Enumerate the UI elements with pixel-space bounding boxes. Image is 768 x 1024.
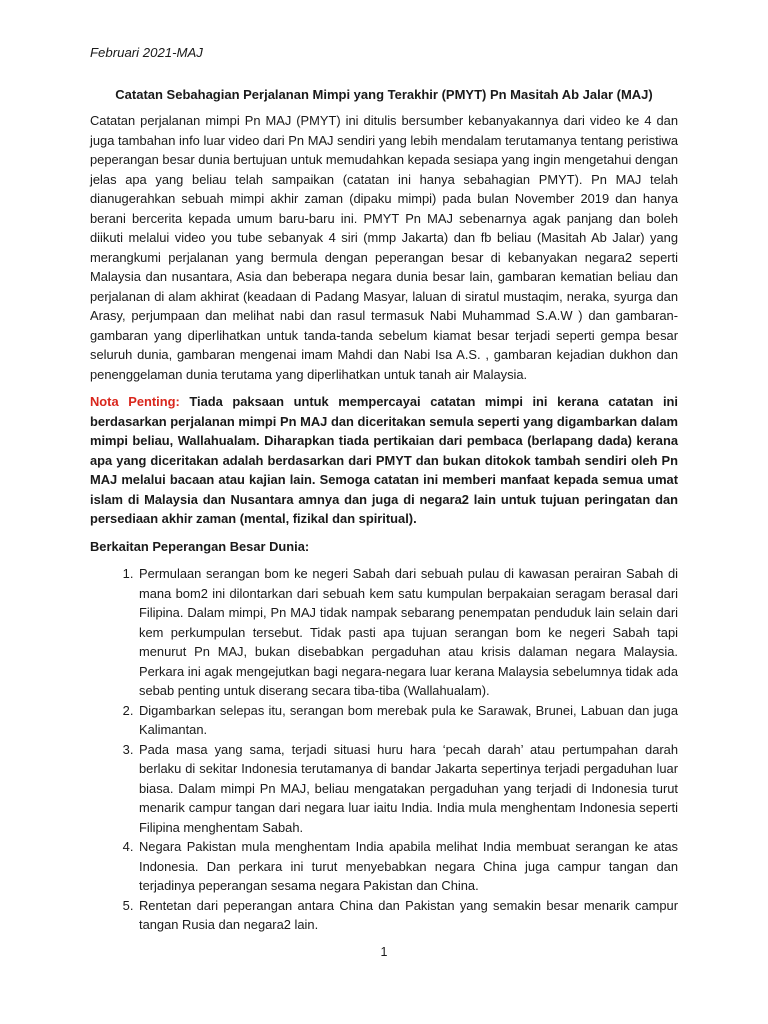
important-note (90, 392, 678, 529)
events-list (90, 564, 678, 935)
intro-paragraph: Catatan perjalanan mimpi Pn MAJ (PMYT) ini ditulis bersumber kebanyakannya dari video ke 4 dan juga tambahan info luar video dari Pn MAJ sendiri yang lebih mendalam terutamanya tentang peristiwa peperangan besar dunia bertujuan untuk memudahkan kepada sesiapa yang ingin mengetahui dengan jelas apa yang beliau telah sampaikan (catatan ini hanya sebahagian PMYT). Pn MAJ telah dianugerahkan sebuah mimpi akhir zaman (dipaku mimpi) pada bulan November 2019 dan hanya berani bercerita kepada umum baru-baru ini. PMYT Pn MAJ sebenarnya agak panjang dan boleh diikuti melalui video you tube sebanyak 4 siri (mmp Jakarta) dan fb beliau (Masitah Ab Jalar) yang merangkumi perjalanan yang bermula dengan peperangan besar di kebanyakan negara2 seperti Malaysia dan nusantara, Asia dan beberapa negara dunia besar lain, gambaran kematian beliau dan perjalanan di alam akhirat (keadaan di Padang Masyar, laluan di siratul mustaqim, neraka, syurga dan Arasy, perjumpaan dan melihat nabi dan rasul termasuk Nabi Muhammad S.A.W ) dan gambaran-gambaran yang diperlihatkan untuk tanda-tanda sebelum kiamat besar terjadi seperti gempa besar seluruh dunia, gambaran mengenai imam Mahdi dan Nabi Isa A.S. , gambaran kejadian dukhon dan penenggelaman dunia terutama yang diperlihatkan untuk tanah air Malaysia. (90, 113, 678, 382)
list-item: 1. Permulaan serangan bom ke negeri Sabah dari sebuah pulau di kawasan perairan Sabah di mana bom2 ini dilontarkan dari sebuah kem satu kumpulan berpakaian seragam berasal dari Filipina. Dalam mimpi, Pn MAJ tidak nampak sebarang penempatan penduduk lain selain dari kem perkumpulan tersebut. Tidak pasti apa tujuan serangan bom ke negeri Sabah tapi menurut Pn MAJ, bukan disebabkan pergaduhan atau krisis dalaman negara Malaysia. Perkara ini agak mengejutkan bagi negara-negara luar kerana Malaysia sebelumnya tidak ada sebab penting untuk diserang secara tiba-tiba (Wallahualam). (137, 564, 678, 701)
important-note-text: Tiada paksaan untuk mempercayai catatan mimpi ini kerana catatan ini berdasarkan perjalanan mimpi Pn MAJ dan diceritakan semula seperti yang digambarkan dalam mimpi beliau, Wallahualam. Diharapkan tiada pertikaian dari pembaca (berlapang dada) kerana apa yang diceritakan adalah berdasarkan dari PMYT dan bukan ditokok tambah sendiri oleh Pn MAJ melalui bacaan atau kajian lain. Semoga catatan ini memberi manfaat kepada semua umat islam di Malaysia dan Nusantara amnya dan juga di negara2 lain untuk tujuan peringatan dan persediaan akhir zaman (mental, fizikal dan spiritual). (90, 394, 678, 526)
list-item: 3. Pada masa yang sama, terjadi situasi huru hara ‘pecah darah’ atau pertumpahan darah berlaku di sekitar Indonesia terutamanya di bandar Jakarta sepertinya terjadi pergaduhan luar biasa. Dalam mimpi Pn MAJ, beliau mengatakan pergaduhan yang terjadi di Indonesia turut menarik campur tangan dari negara luar iaitu India. India mula menghentam Indonesia seperti Filipina menghentam Sabah. (137, 740, 678, 838)
important-note-label: Nota Penting: (90, 394, 180, 409)
section-heading: Berkaitan Peperangan Besar Dunia: (90, 538, 310, 554)
list-item: 4. Negara Pakistan mula menghentam India apabila melihat India membuat serangan ke atas Indonesia. Dan perkara ini turut menyebabkan negara China juga campur tangan dan terjadinya peperangan sesama negara Pakistan dan China. (137, 837, 678, 896)
page-number: 1 (380, 945, 388, 959)
list-item: 2. Digambarkan selepas itu, serangan bom merebak pula ke Sarawak, Brunei, Labuan dan juga Kalimantan. (137, 701, 678, 740)
date-line: Februari 2021-MAJ (90, 45, 203, 60)
document-title: Catatan Sebahagian Perjalanan Mimpi yang Terakhir (PMYT) Pn Masitah Ab Jalar (MAJ) (115, 87, 653, 102)
list-item: 5. Rentetan dari peperangan antara China dan Pakistan yang semakin besar menarik campur tangan Rusia dan negara2 lain. (137, 896, 678, 935)
